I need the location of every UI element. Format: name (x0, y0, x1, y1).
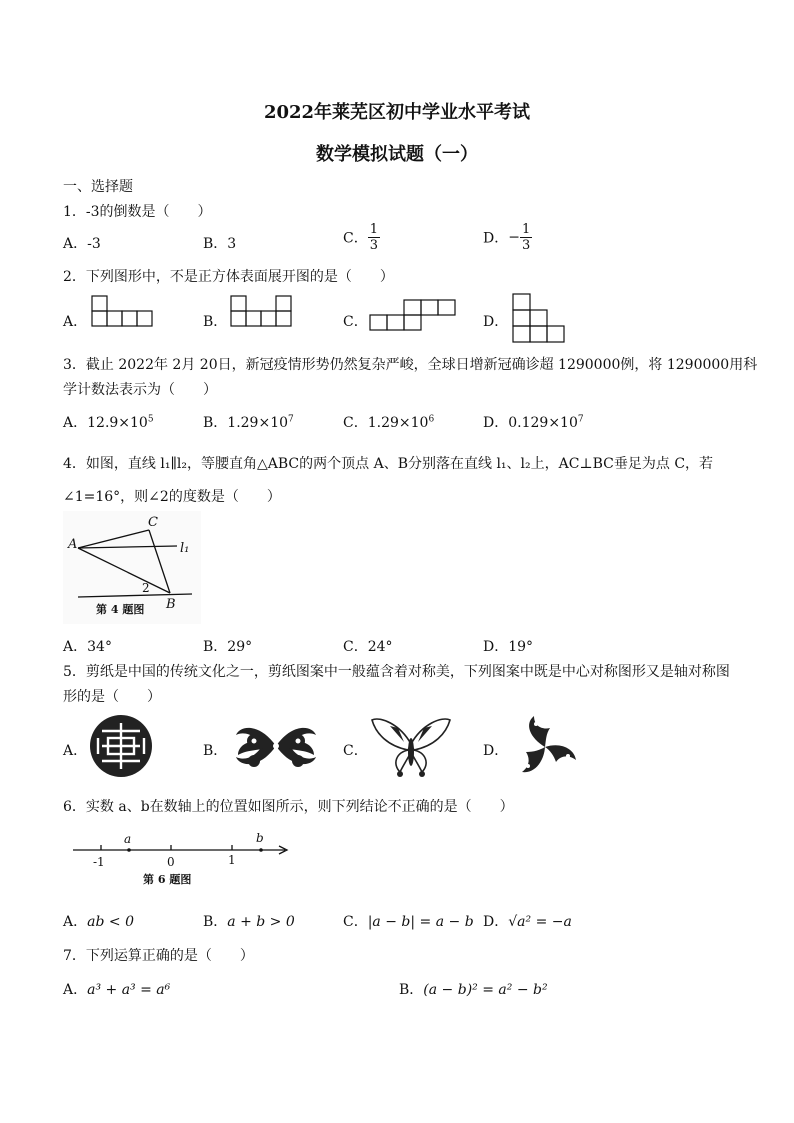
question-6-stem: 6．实数 a、b在数轴上的位置如图所示，则下列结论不正确的是（ ） (63, 799, 514, 815)
q4-option-d: D．19° (483, 639, 534, 655)
q5-option-b-label: B． (203, 743, 228, 759)
q2-option-c-label: C． (343, 314, 368, 330)
q4-option-b: B．29° (203, 639, 253, 655)
fig4-label-l1: l₁ (180, 541, 190, 556)
section-heading: 一、选择题 (63, 179, 133, 195)
q2-net-b (228, 294, 298, 330)
q5-option-a-label: A． (63, 743, 88, 759)
paper-cut-longevity-icon (88, 713, 154, 779)
fig4-caption: 第 4 题图 (96, 603, 145, 616)
q2-option-a-label: A． (63, 314, 88, 330)
fig6-tick-neg1: -1 (93, 855, 105, 869)
q1-option-b: B．3 (203, 236, 237, 252)
fig4-label-c: C (148, 515, 158, 530)
page-title: 2022年莱芜区初中学业水平考试 (263, 102, 531, 123)
q4-figure (62, 510, 202, 625)
fig4-angle-label: 2 (142, 581, 150, 595)
q3-option-c: C．$1.29\times 10^6$ (343, 414, 435, 431)
q6-option-b: B．a + b > 0 (203, 914, 295, 930)
q5-option-c-label: C． (343, 743, 368, 759)
question-3-line1: 3．截止 2022年 2月 20日，新冠疫情形势仍然复杂严峻，全球日增新冠确诊超 1290000例，将 1290000用科 (63, 357, 758, 373)
fig4-label-a: A (68, 537, 78, 552)
q2-option-d-label: D． (483, 314, 509, 330)
q6-option-a: A．ab < 0 (63, 914, 134, 930)
q3-option-a: A．$12.9\times 10^5$ (63, 414, 154, 431)
question-3-line2: 学计数法表示为（ ） (63, 382, 217, 398)
paper-cut-butterfly-icon (370, 714, 452, 780)
q2-net-c (368, 298, 458, 334)
fig6-label-b: b (256, 831, 264, 845)
q2-net-d (510, 292, 566, 344)
question-1-stem: 1．-3的倒数是（ ） (63, 204, 212, 220)
q1-option-c: C． $\frac{1}{3}$ (343, 222, 378, 253)
q7-option-a: A．a³ + a³ = a⁶ (63, 982, 171, 998)
paper-cut-flowers-icon (230, 713, 322, 779)
q4-option-a: A．34° (63, 639, 112, 655)
page-subtitle: 数学模拟试题（一） (316, 144, 478, 165)
q6-number-line (65, 826, 297, 890)
fig6-label-a: a (124, 832, 132, 846)
q3-option-b: B．$1.29\times 10^7$ (203, 414, 294, 431)
q6-option-d: D．√a² = −a (483, 914, 572, 930)
question-4-line2: ∠1=16°，则∠2的度数是（ ） (63, 489, 281, 505)
q4-option-c: C．24° (343, 639, 393, 655)
q1-option-a: A．-3 (63, 236, 101, 252)
q7-option-b: B．(a − b)² = a² − b² (399, 982, 548, 998)
q2-net-a (90, 294, 156, 330)
q5-option-d-label: D． (483, 743, 509, 759)
paper-cut-triple-swirl-icon (510, 714, 580, 780)
fig4-label-b: B (166, 597, 176, 612)
fig6-tick-1: 1 (228, 853, 236, 867)
question-7-stem: 7．下列运算正确的是（ ） (63, 948, 254, 964)
q6-option-c: C．|a − b| = a − b (343, 914, 474, 930)
q1-option-d: D．− $\frac{1}{3}$ (483, 222, 531, 253)
fig6-caption: 第 6 题图 (143, 873, 192, 886)
question-4-line1: 4．如图，直线 l₁∥l₂，等腰直角△ABC的两个顶点 A、B分别落在直线 l₁、l₂上，AC⊥BC垂足为点 C，若 (63, 456, 714, 472)
q2-option-b-label: B． (203, 314, 228, 330)
q3-option-d: D．$0.129\times 10^7$ (483, 414, 584, 431)
question-5-line1: 5．剪纸是中国的传统文化之一，剪纸图案中一般蕴含着对称美，下列图案中既是中心对称图形又是轴对称图 (63, 664, 730, 680)
fig6-tick-0: 0 (167, 855, 175, 869)
question-5-line2: 形的是（ ） (63, 689, 161, 705)
question-2-stem: 2．下列图形中，不是正方体表面展开图的是（ ） (63, 269, 394, 285)
